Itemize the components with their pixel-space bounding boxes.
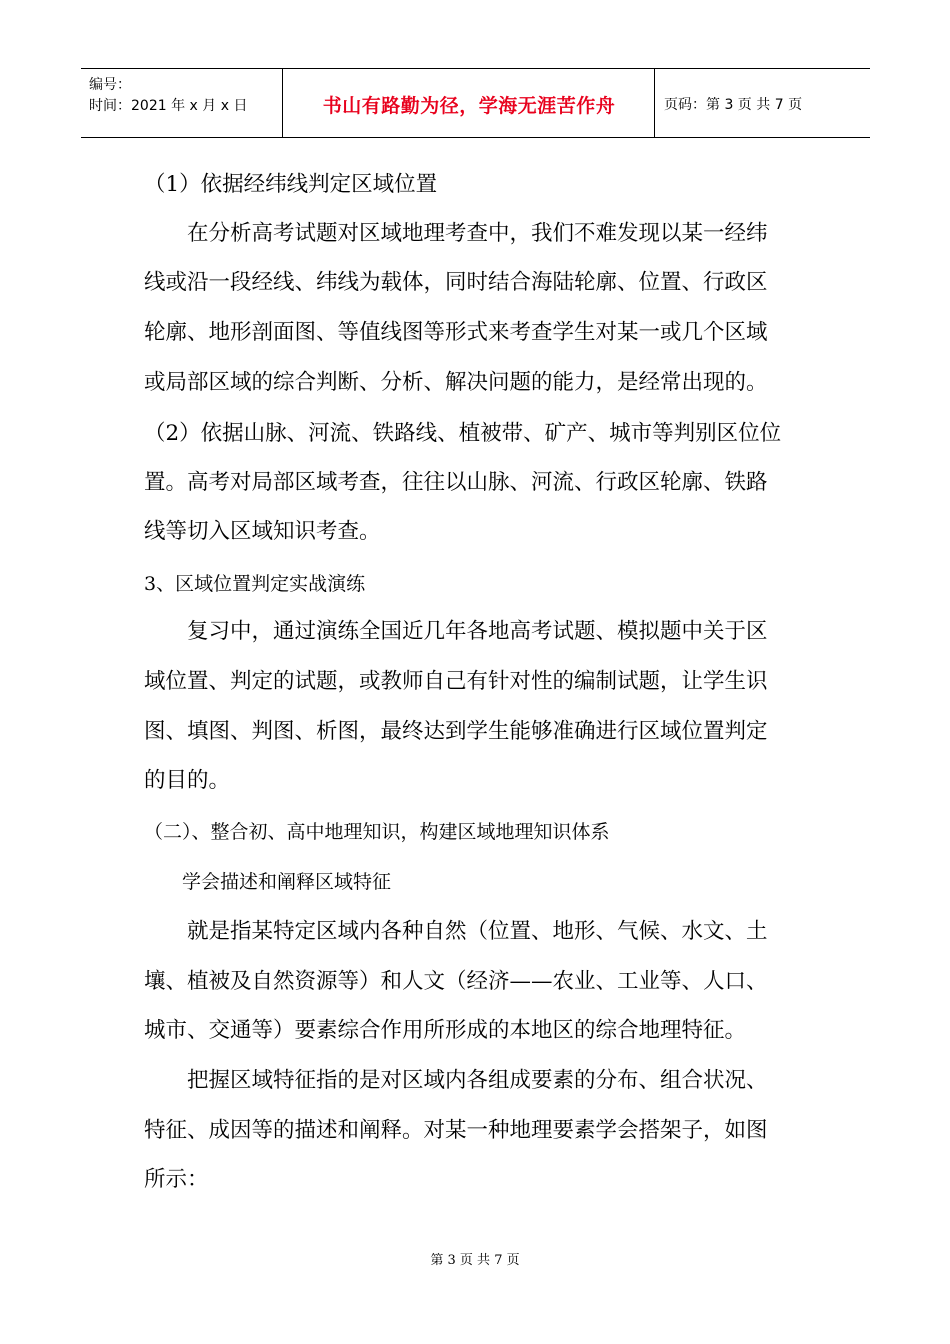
subsection-heading: 学会描述和阐释区域特征 xyxy=(144,871,392,893)
page-footer: 第 3 页 共 7 页 xyxy=(430,1253,520,1268)
header-page-info: 页码：第 3 页 共 7 页 xyxy=(664,97,803,113)
paragraph-line: 壤、植被及自然资源等）和人文（经济——农业、工业等、人口、 xyxy=(144,969,768,994)
section-heading: （二）、整合初、高中地理知识，构建区域地理知识体系 xyxy=(144,821,610,843)
paragraph-line: 的目的。 xyxy=(144,768,231,793)
section-heading: （2）依据山脉、河流、铁路线、植被带、矿产、城市等判别区位位 xyxy=(144,421,782,446)
paragraph-line: 复习中，通过演练全国近几年各地高考试题、模拟题中关于区 xyxy=(144,619,768,644)
paragraph-line: 所示： xyxy=(144,1167,209,1192)
header-motto: 书山有路勤为径，学海无涯苦作舟 xyxy=(322,95,616,117)
paragraph-line: 图、填图、判图、析图，最终达到学生能够准确进行区域位置判定 xyxy=(144,719,768,744)
page-header xyxy=(81,68,870,138)
section-heading: 3、区域位置判定实战演练 xyxy=(144,573,366,595)
paragraph-line: 域位置、判定的试题，或教师自己有针对性的编制试题，让学生识 xyxy=(144,669,768,694)
paragraph-line: 置。高考对局部区域考查，往往以山脉、河流、行政区轮廓、铁路 xyxy=(144,470,768,495)
header-meta xyxy=(89,75,247,117)
time-label: 时间：2021 年 x 月 x 日 xyxy=(89,98,248,114)
paragraph-line: 在分析高考试题对区域地理考查中，我们不难发现以某一经纬 xyxy=(144,221,768,246)
paragraph-line: 特征、成因等的描述和阐释。对某一种地理要素学会搭架子，如图 xyxy=(144,1118,768,1143)
paragraph-line: 线等切入区域知识考查。 xyxy=(144,519,381,544)
paragraph-line: 或局部区域的综合判断、分析、解决问题的能力，是经常出现的。 xyxy=(144,370,768,395)
paragraph-line: 轮廓、地形剖面图、等值线图等形式来考查学生对某一或几个区域 xyxy=(144,320,768,345)
paragraph-line: 线或沿一段经线、纬线为载体，同时结合海陆轮廓、位置、行政区 xyxy=(144,270,768,295)
paragraph-line: 城市、交通等）要素综合作用所形成的本地区的综合地理特征。 xyxy=(144,1018,747,1043)
serial-label: 编号： xyxy=(89,77,131,93)
paragraph-line: 就是指某特定区域内各种自然（位置、地形、气候、水文、土 xyxy=(144,919,768,944)
paragraph-line: 把握区域特征指的是对区域内各组成要素的分布、组合状况、 xyxy=(144,1068,768,1093)
section-heading: （1）依据经纬线判定区域位置 xyxy=(144,172,438,197)
